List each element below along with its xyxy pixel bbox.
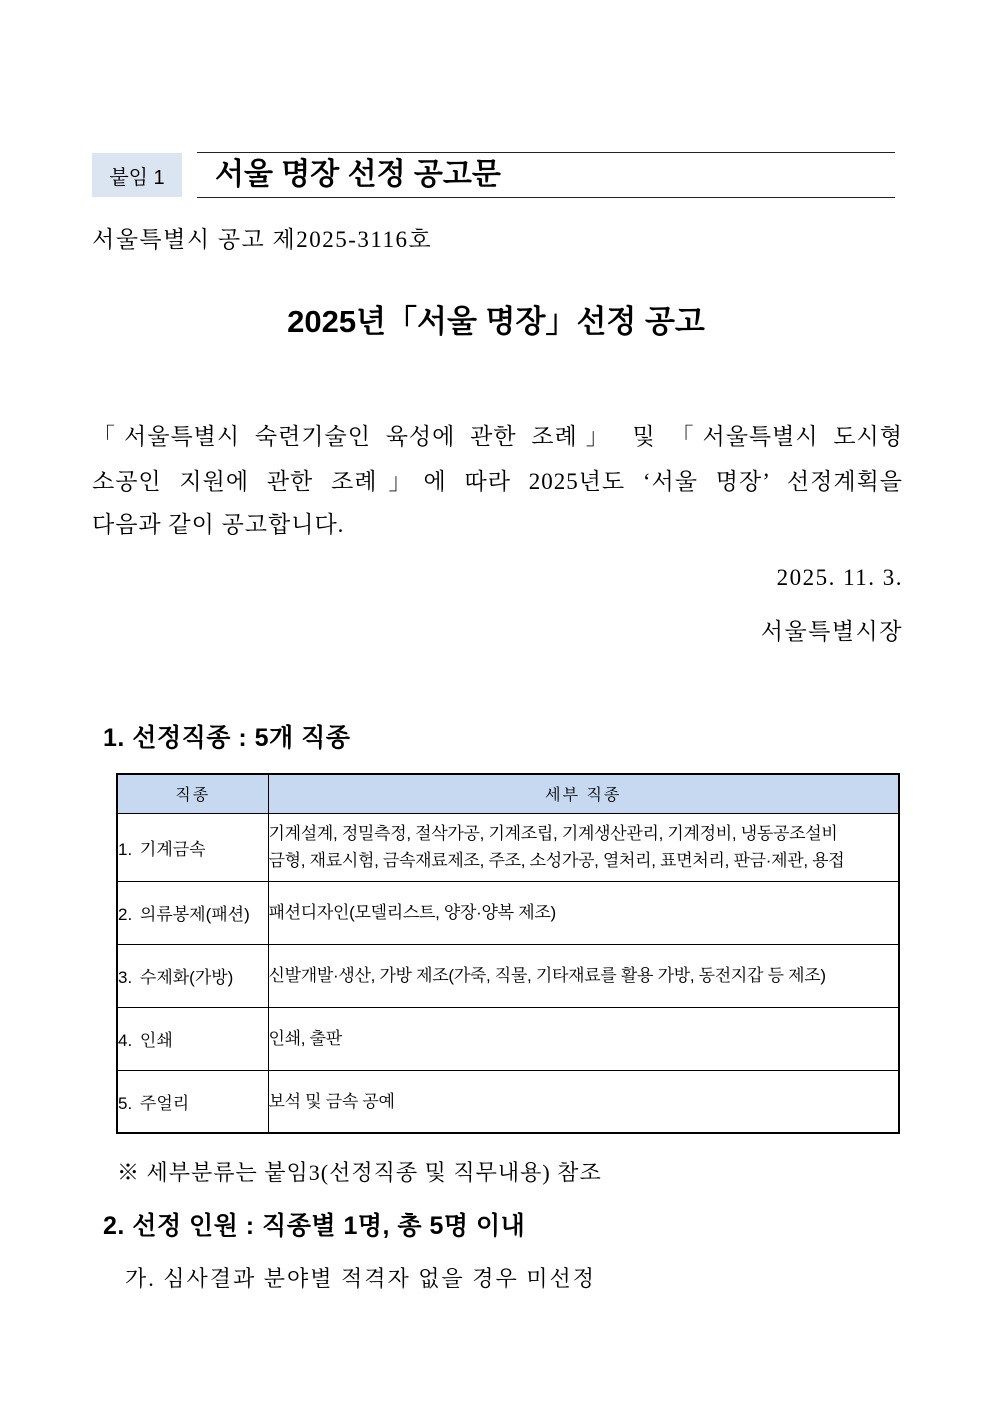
intro-line: 「서울특별시 숙련기술인 육성에 관한 조례」 및 「서울특별시 도시형 xyxy=(92,424,903,449)
col-header-details: 세부 직종 xyxy=(268,774,899,813)
attachment-label xyxy=(92,153,182,197)
section-1-heading: 1. 선정직종 : 5개 직종 xyxy=(103,724,351,752)
field-cell: 1. 기계금속 xyxy=(117,813,268,881)
detail-line: 신발개발·생산, 가방 제조(가죽, 직물, 기타재료를 활용 가방, 동전지갑 등 제조) xyxy=(268,966,826,985)
section-2-item: 가. 심사결과 분야별 적격자 없을 경우 미선정 xyxy=(125,1266,597,1291)
details-cell xyxy=(268,881,899,944)
notice-date: 2025. 11. 3. xyxy=(776,565,903,590)
intro-line: 소공인 지원에 관한 조례」에 따라 2025년도 ‘서울 명장’ 선정계획을 xyxy=(92,469,903,494)
table-row xyxy=(117,1070,899,1133)
col-header-field: 직종 xyxy=(117,774,268,813)
attachment-label-text: 붙임 1 xyxy=(109,166,165,189)
details-cell xyxy=(268,1070,899,1133)
details-cell xyxy=(268,1007,899,1070)
table-header-row xyxy=(117,774,899,813)
details-cell xyxy=(268,813,899,881)
detail-line: 보석 및 금속 공예 xyxy=(268,1091,395,1111)
title-band xyxy=(197,152,895,198)
field-cell: 2. 의류봉제(패션) xyxy=(117,881,268,944)
notice-number: 서울특별시 공고 제2025-3116호 xyxy=(92,227,433,252)
table-row xyxy=(117,881,899,944)
detail-line: 기계설계, 정밀측정, 절삭가공, 기계조립, 기계생산관리, 기계정비, 냉동공조설비 xyxy=(268,824,838,843)
field-cell: 4. 인쇄 xyxy=(117,1007,268,1070)
main-title: 2025년「서울 명장」선정 공고 xyxy=(287,304,705,339)
table-row xyxy=(117,944,899,1007)
table-row xyxy=(117,1007,899,1070)
details-cell xyxy=(268,944,899,1007)
table-row xyxy=(117,813,899,881)
section-2-heading: 2. 선정 인원 : 직종별 1명, 총 5명 이내 xyxy=(103,1212,526,1240)
field-cell: 5. 주얼리 xyxy=(117,1070,268,1133)
detail-line: 패션디자인(모델리스트, 양장·양복 제조) xyxy=(268,903,556,922)
intro-line: 다음과 같이 공고합니다. xyxy=(92,512,345,537)
field-cell: 3. 수제화(가방) xyxy=(117,944,268,1007)
issuer: 서울특별시장 xyxy=(760,619,903,644)
detail-line: 금형, 재료시험, 금속재료제조, 주조, 소성가공, 열처리, 표면처리, 판금·제관, 용접 xyxy=(268,851,845,870)
occupation-table xyxy=(116,773,900,1134)
detail-line: 인쇄, 출판 xyxy=(268,1029,342,1048)
reference-note: ※ 세부분류는 붙임3(선정직종 및 직무내용) 참조 xyxy=(117,1160,602,1185)
document-title: 서울 명장 선정 공고문 xyxy=(215,158,501,191)
